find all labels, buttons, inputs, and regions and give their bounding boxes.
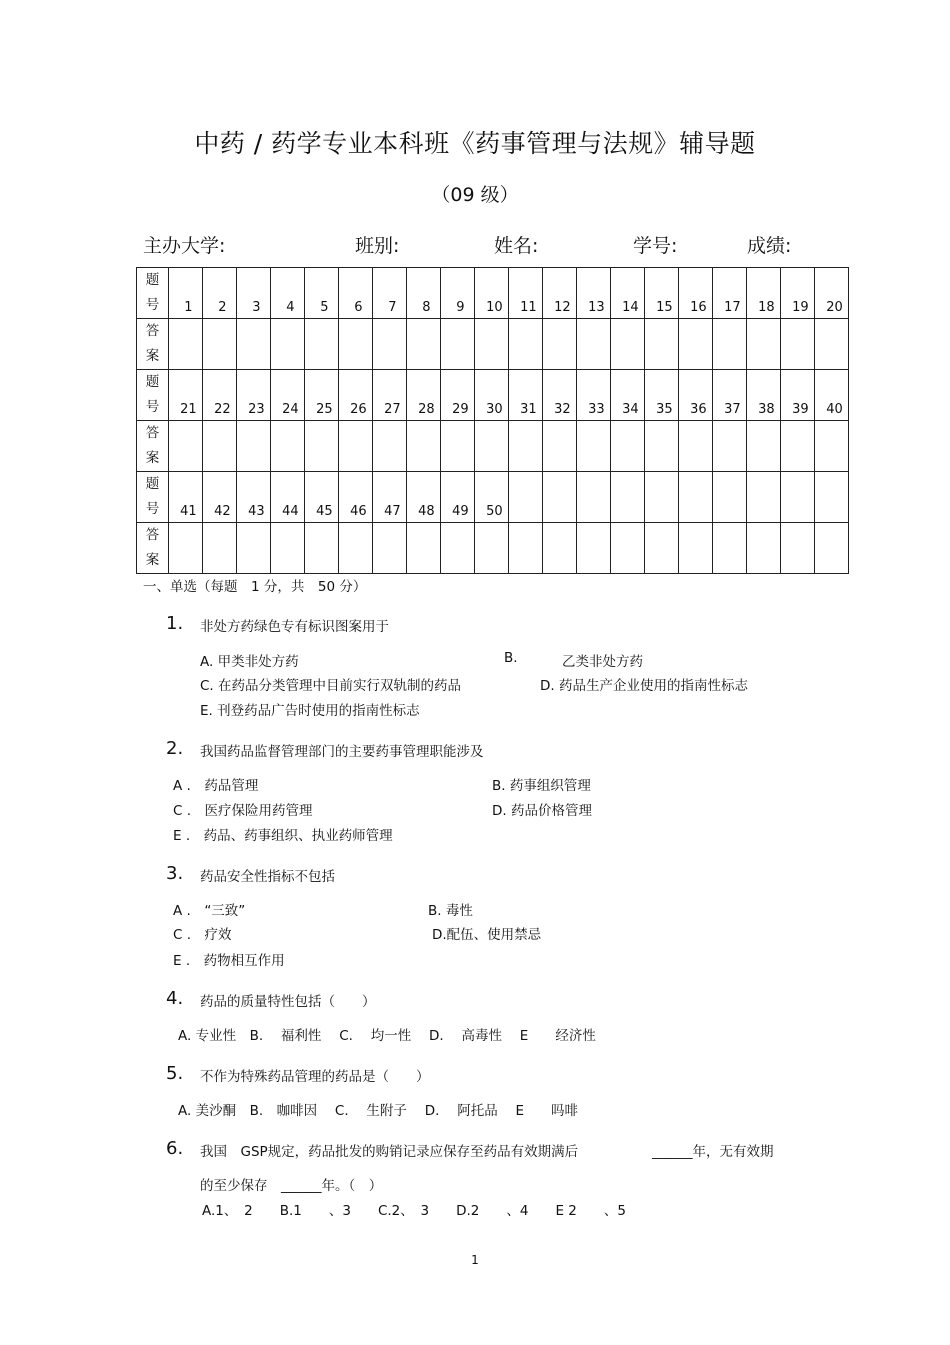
question-number-cell xyxy=(610,472,644,523)
page-subtitle: （09 级） xyxy=(431,184,519,206)
question-text: 药品安全性指标不包括 xyxy=(200,869,335,885)
question-number-cell: 14 xyxy=(610,268,644,319)
question-number-cell: 24 xyxy=(270,370,304,421)
answer-cell[interactable] xyxy=(236,421,270,472)
class-label: 班别: xyxy=(355,235,400,257)
question-number-cell: 15 xyxy=(644,268,678,319)
question-number-cell: 20 xyxy=(814,268,848,319)
answer-grid xyxy=(136,267,849,574)
question-text: 非处方药绿色专有标识图案用于 xyxy=(200,619,389,635)
question-number-cell xyxy=(542,472,576,523)
question-number-label: 题 号 xyxy=(137,268,169,319)
question-number-row xyxy=(137,370,849,421)
answer-cell[interactable] xyxy=(372,319,406,370)
question-number-cell xyxy=(508,472,542,523)
question-number-cell: 36 xyxy=(678,370,712,421)
answer-cell[interactable] xyxy=(508,319,542,370)
answer-cell[interactable] xyxy=(678,421,712,472)
option-e: E . 药品、药事组织、执业药师管理 xyxy=(173,828,393,844)
answer-cell[interactable] xyxy=(474,319,508,370)
question-number-cell: 31 xyxy=(508,370,542,421)
question-number-cell: 12 xyxy=(542,268,576,319)
answer-cell[interactable] xyxy=(644,319,678,370)
answer-label: 答 案 xyxy=(137,319,169,370)
question-number-cell: 3 xyxy=(236,268,270,319)
question-number-cell: 18 xyxy=(746,268,780,319)
answer-cell[interactable] xyxy=(610,421,644,472)
answer-cell[interactable] xyxy=(372,523,406,574)
answer-cell[interactable] xyxy=(542,421,576,472)
question-text: 不作为特殊药品管理的药品是（ ） xyxy=(200,1069,430,1085)
answer-cell[interactable] xyxy=(168,523,202,574)
question-blank: ______年，无有效期 xyxy=(652,1144,774,1160)
answer-cell[interactable] xyxy=(202,319,236,370)
answer-cell[interactable] xyxy=(712,421,746,472)
answer-cell[interactable] xyxy=(678,319,712,370)
answer-cell[interactable] xyxy=(270,421,304,472)
question-number-cell: 41 xyxy=(168,472,202,523)
question-number-cell: 28 xyxy=(406,370,440,421)
question-number-cell: 44 xyxy=(270,472,304,523)
question-number-row xyxy=(137,472,849,523)
question-number-cell: 49 xyxy=(440,472,474,523)
name-label: 姓名: xyxy=(494,235,539,257)
answer-cell[interactable] xyxy=(542,319,576,370)
question-number-cell: 19 xyxy=(780,268,814,319)
answer-cell[interactable] xyxy=(372,421,406,472)
answer-cell[interactable] xyxy=(542,523,576,574)
question-number: 1. xyxy=(166,613,184,634)
answer-cell[interactable] xyxy=(576,523,610,574)
answer-cell[interactable] xyxy=(270,319,304,370)
question-number-cell: 13 xyxy=(576,268,610,319)
answer-cell[interactable] xyxy=(168,421,202,472)
question-number-cell: 8 xyxy=(406,268,440,319)
question-number: 3. xyxy=(166,863,184,884)
question-number-cell: 23 xyxy=(236,370,270,421)
answer-label: 答 案 xyxy=(137,421,169,472)
answer-cell[interactable] xyxy=(474,421,508,472)
question-number-cell: 25 xyxy=(304,370,338,421)
answer-cell[interactable] xyxy=(814,421,848,472)
answer-cell[interactable] xyxy=(440,421,474,472)
answer-cell[interactable] xyxy=(236,319,270,370)
question-number-cell: 37 xyxy=(712,370,746,421)
answer-cell[interactable] xyxy=(202,421,236,472)
question-number: 4. xyxy=(166,988,184,1009)
answer-cell[interactable] xyxy=(814,319,848,370)
answer-cell[interactable] xyxy=(338,319,372,370)
options-line: A. 美沙酮 B. 咖啡因 C. 生附子 D. 阿托品 E 吗啡 xyxy=(178,1103,579,1119)
answer-row xyxy=(137,319,849,370)
answer-cell[interactable] xyxy=(780,319,814,370)
answer-cell[interactable] xyxy=(406,421,440,472)
options-line: A. 专业性 B. 福利性 C. 均一性 D. 高毒性 E 经济性 xyxy=(178,1028,596,1044)
question-number-cell: 16 xyxy=(678,268,712,319)
option-b-letter: B. xyxy=(504,650,518,666)
answer-cell[interactable] xyxy=(576,319,610,370)
option-b: B. 毒性 xyxy=(428,903,473,919)
question-number-cell: 33 xyxy=(576,370,610,421)
answer-cell[interactable] xyxy=(406,319,440,370)
answer-cell[interactable] xyxy=(610,523,644,574)
question-text: 我国 GSP规定，药品批发的购销记录应保存至药品有效期满后 xyxy=(200,1144,579,1160)
answer-cell[interactable] xyxy=(236,523,270,574)
question-number-label: 题 号 xyxy=(137,472,169,523)
question-number-cell: 39 xyxy=(780,370,814,421)
question-number-cell: 10 xyxy=(474,268,508,319)
answer-label: 答 案 xyxy=(137,523,169,574)
question-number-cell: 47 xyxy=(372,472,406,523)
question-number-cell: 17 xyxy=(712,268,746,319)
page-title: 中药 / 药学专业本科班《药事管理与法规》辅导题 xyxy=(194,129,756,158)
option-c: C . 医疗保险用药管理 xyxy=(173,803,313,819)
answer-cell[interactable] xyxy=(440,319,474,370)
option-b: 乙类非处方药 xyxy=(562,654,643,670)
school-label: 主办大学: xyxy=(143,235,226,257)
question-number-cell: 46 xyxy=(338,472,372,523)
question-number-cell: 40 xyxy=(814,370,848,421)
answer-cell[interactable] xyxy=(678,523,712,574)
question-text: 药品的质量特性包括（ ） xyxy=(200,994,376,1010)
student-id-label: 学号: xyxy=(633,235,678,257)
question-number-cell: 21 xyxy=(168,370,202,421)
answer-cell[interactable] xyxy=(644,421,678,472)
answer-cell[interactable] xyxy=(712,319,746,370)
question-number-cell: 7 xyxy=(372,268,406,319)
answer-cell[interactable] xyxy=(780,421,814,472)
question-number-cell: 2 xyxy=(202,268,236,319)
score-label: 成绩: xyxy=(747,235,792,257)
question-number-cell: 42 xyxy=(202,472,236,523)
question-text-continued: 的至少保存 ______年。（ ） xyxy=(200,1178,383,1194)
section-heading: 一、单选（每题 1 分，共 50 分） xyxy=(143,579,367,595)
question-number-cell xyxy=(576,472,610,523)
question-number-cell: 50 xyxy=(474,472,508,523)
answer-cell[interactable] xyxy=(168,319,202,370)
question-number-cell: 34 xyxy=(610,370,644,421)
answer-cell[interactable] xyxy=(304,523,338,574)
answer-cell[interactable] xyxy=(814,523,848,574)
answer-cell[interactable] xyxy=(338,523,372,574)
question-number-cell xyxy=(712,472,746,523)
answer-cell[interactable] xyxy=(780,523,814,574)
answer-cell[interactable] xyxy=(644,523,678,574)
answer-cell[interactable] xyxy=(406,523,440,574)
question-number: 5. xyxy=(166,1063,184,1084)
question-number-cell xyxy=(780,472,814,523)
question-number-cell: 48 xyxy=(406,472,440,523)
answer-cell[interactable] xyxy=(508,523,542,574)
question-number-cell xyxy=(678,472,712,523)
answer-cell[interactable] xyxy=(304,319,338,370)
answer-cell[interactable] xyxy=(508,421,542,472)
question-number-cell: 26 xyxy=(338,370,372,421)
answer-cell[interactable] xyxy=(610,319,644,370)
answer-cell[interactable] xyxy=(202,523,236,574)
question-number-cell: 9 xyxy=(440,268,474,319)
option-a: A. 甲类非处方药 xyxy=(200,654,299,670)
question-number-cell xyxy=(746,472,780,523)
option-b: B. 药事组织管理 xyxy=(492,778,591,794)
option-e: E. 刊登药品广告时使用的指南性标志 xyxy=(200,703,420,719)
answer-cell[interactable] xyxy=(440,523,474,574)
question-number-cell: 38 xyxy=(746,370,780,421)
answer-cell[interactable] xyxy=(746,421,780,472)
answer-row xyxy=(137,421,849,472)
answer-cell[interactable] xyxy=(712,523,746,574)
option-d: D.配伍、使用禁忌 xyxy=(432,927,542,943)
question-number-label: 题 号 xyxy=(137,370,169,421)
answer-cell[interactable] xyxy=(746,523,780,574)
answer-cell[interactable] xyxy=(474,523,508,574)
question-number-cell: 35 xyxy=(644,370,678,421)
question-number-cell: 30 xyxy=(474,370,508,421)
option-a: A . 药品管理 xyxy=(173,778,259,794)
question-number-cell: 43 xyxy=(236,472,270,523)
option-a: A . “三致” xyxy=(173,903,246,919)
question-number-cell: 5 xyxy=(304,268,338,319)
option-d: D. 药品价格管理 xyxy=(492,803,592,819)
option-e: E . 药物相互作用 xyxy=(173,953,285,969)
answer-cell[interactable] xyxy=(304,421,338,472)
question-number-cell: 22 xyxy=(202,370,236,421)
question-text: 我国药品监督管理部门的主要药事管理职能涉及 xyxy=(200,744,484,760)
question-number-cell: 32 xyxy=(542,370,576,421)
answer-row xyxy=(137,523,849,574)
question-number: 2. xyxy=(166,738,184,759)
question-number-cell: 29 xyxy=(440,370,474,421)
question-number-cell xyxy=(814,472,848,523)
option-c: C. 在药品分类管理中目前实行双轨制的药品 xyxy=(200,678,462,694)
question-number-cell: 1 xyxy=(168,268,202,319)
option-d: D. 药品生产企业使用的指南性标志 xyxy=(540,678,748,694)
answer-cell[interactable] xyxy=(576,421,610,472)
answer-cell[interactable] xyxy=(746,319,780,370)
answer-cell[interactable] xyxy=(270,523,304,574)
options-line: A.1、 2 B.1 、3 C.2、 3 D.2 、4 E 2 、5 xyxy=(202,1203,626,1219)
option-c: C . 疗效 xyxy=(173,927,232,943)
question-number-cell: 27 xyxy=(372,370,406,421)
question-number: 6. xyxy=(166,1138,184,1159)
question-number-cell: 4 xyxy=(270,268,304,319)
question-number-cell xyxy=(644,472,678,523)
page-number: 1 xyxy=(471,1253,479,1267)
question-number-row xyxy=(137,268,849,319)
question-number-cell: 11 xyxy=(508,268,542,319)
answer-cell[interactable] xyxy=(338,421,372,472)
question-number-cell: 6 xyxy=(338,268,372,319)
question-number-cell: 45 xyxy=(304,472,338,523)
